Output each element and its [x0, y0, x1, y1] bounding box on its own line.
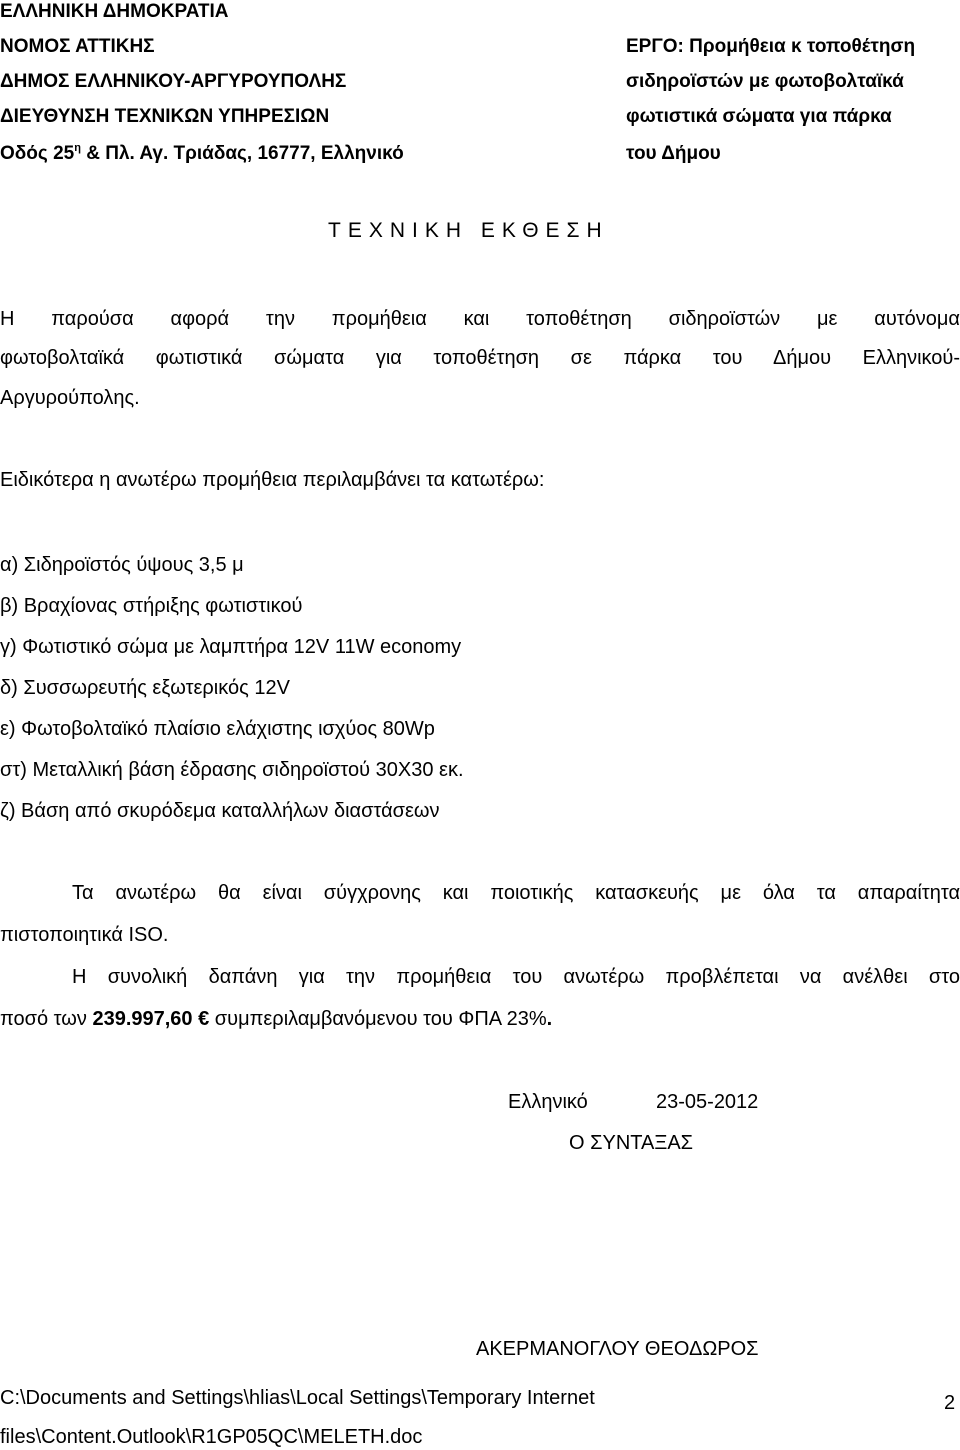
list-item: στ) Μεταλλική βάση έδρασης σιδηροϊστού 30Χ30 εκ.: [0, 759, 464, 781]
header-prefecture: ΝΟΜΟΣ ΑΤΤΙΚΗΣ: [0, 36, 155, 57]
header-address: [0, 142, 404, 166]
list-item: β) Βραχίονας στήριξης φωτιστικού: [0, 595, 303, 617]
cost-vat-text: συμπεριλαμβανόμενου του ΦΠΑ 23%: [209, 1008, 547, 1030]
specifics-intro: Ειδικότερα η ανωτέρω προμήθεια περιλαμβάνει τα κατωτέρω:: [0, 469, 545, 491]
header-municipality: ΔΗΜΟΣ ΕΛΛΗΝΙΚΟΥ-ΑΡΓΥΡΟΥΠΟΛΗΣ: [0, 71, 347, 92]
cost-amount: 239.997,60 €: [92, 1008, 210, 1030]
signature-role: Ο ΣΥΝΤΑΞΑΣ: [569, 1132, 694, 1154]
project-title-line1: ΕΡΓΟ: Προμήθεια κ τοποθέτηση: [626, 36, 916, 57]
address-rest: & Πλ. Αγ. Τριάδας, 16777, Ελληνικό: [80, 143, 404, 164]
project-title-line2: σιδηροϊστών με φωτοβολταϊκά: [626, 71, 904, 92]
quality-line1: Τα ανωτέρω θα είναι σύγχρονης και ποιοτικής κατασκευής με όλα τα απαραίτητα: [72, 882, 960, 904]
list-item: δ) Συσσωρευτής εξωτερικός 12V: [0, 677, 290, 699]
cost-line1: Η συνολική δαπάνη για την προμήθεια του ανωτέρω προβλέπεται να ανέλθει στο: [72, 966, 960, 988]
list-item: γ) Φωτιστικό σώμα με λαμπτήρα 12V 11W economy: [0, 636, 462, 658]
cost-period: .: [546, 1008, 553, 1030]
project-title-line3: φωτιστικά σώματα για πάρκα: [626, 106, 892, 127]
intro-line3: Αργυρούπολης.: [0, 387, 140, 409]
header-directorate: ΔΙΕΥΘΥΝΣΗ ΤΕΧΝΙΚΩΝ ΥΠΗΡΕΣΙΩΝ: [0, 106, 330, 127]
page-number: 2: [944, 1392, 956, 1414]
signature-date: 23-05-2012: [656, 1091, 759, 1113]
list-item: ε) Φωτοβολταϊκό πλαίσιο ελάχιστης ισχύος 80Wp: [0, 718, 435, 740]
project-title-line4: του Δήμου: [626, 143, 721, 164]
footer-path-line1: C:\Documents and Settings\hlias\Local Settings\Temporary Internet: [0, 1387, 595, 1409]
document-title: ΤΕΧΝΙΚΗ ΕΚΘΕΣΗ: [328, 219, 609, 242]
signature-place: Ελληνικό: [508, 1091, 588, 1113]
quality-line2: πιστοποιητικά ISO.: [0, 924, 169, 946]
list-item: α) Σιδηροϊστός ύψους 3,5 μ: [0, 554, 244, 576]
header-republic: ΕΛΛΗΝΙΚΗ ΔΗΜΟΚΡΑΤΙΑ: [0, 1, 229, 22]
intro-line2: φωτοβολταϊκά φωτιστικά σώματα για τοποθέτηση σε πάρκα του Δήμου Ελληνικού-: [0, 347, 960, 369]
signatory-name: ΑΚΕΡΜΑΝΟΓΛΟΥ ΘΕΟΔΩΡΟΣ: [476, 1338, 759, 1360]
cost-line2: [0, 1006, 552, 1032]
intro-line1: Η παρούσα αφορά την προμήθεια και τοποθέτηση σιδηροϊστών με αυτόνομα: [0, 308, 960, 330]
list-item: ζ) Βάση από σκυρόδεμα καταλλήλων διαστάσεων: [0, 800, 440, 822]
address-street: Οδός 25: [0, 143, 75, 164]
cost-prefix: ποσό των: [0, 1008, 93, 1030]
footer-path-line2: files\Content.Outlook\R1GP05QC\MELETH.doc: [0, 1426, 423, 1448]
address-superscript: η: [74, 142, 81, 154]
